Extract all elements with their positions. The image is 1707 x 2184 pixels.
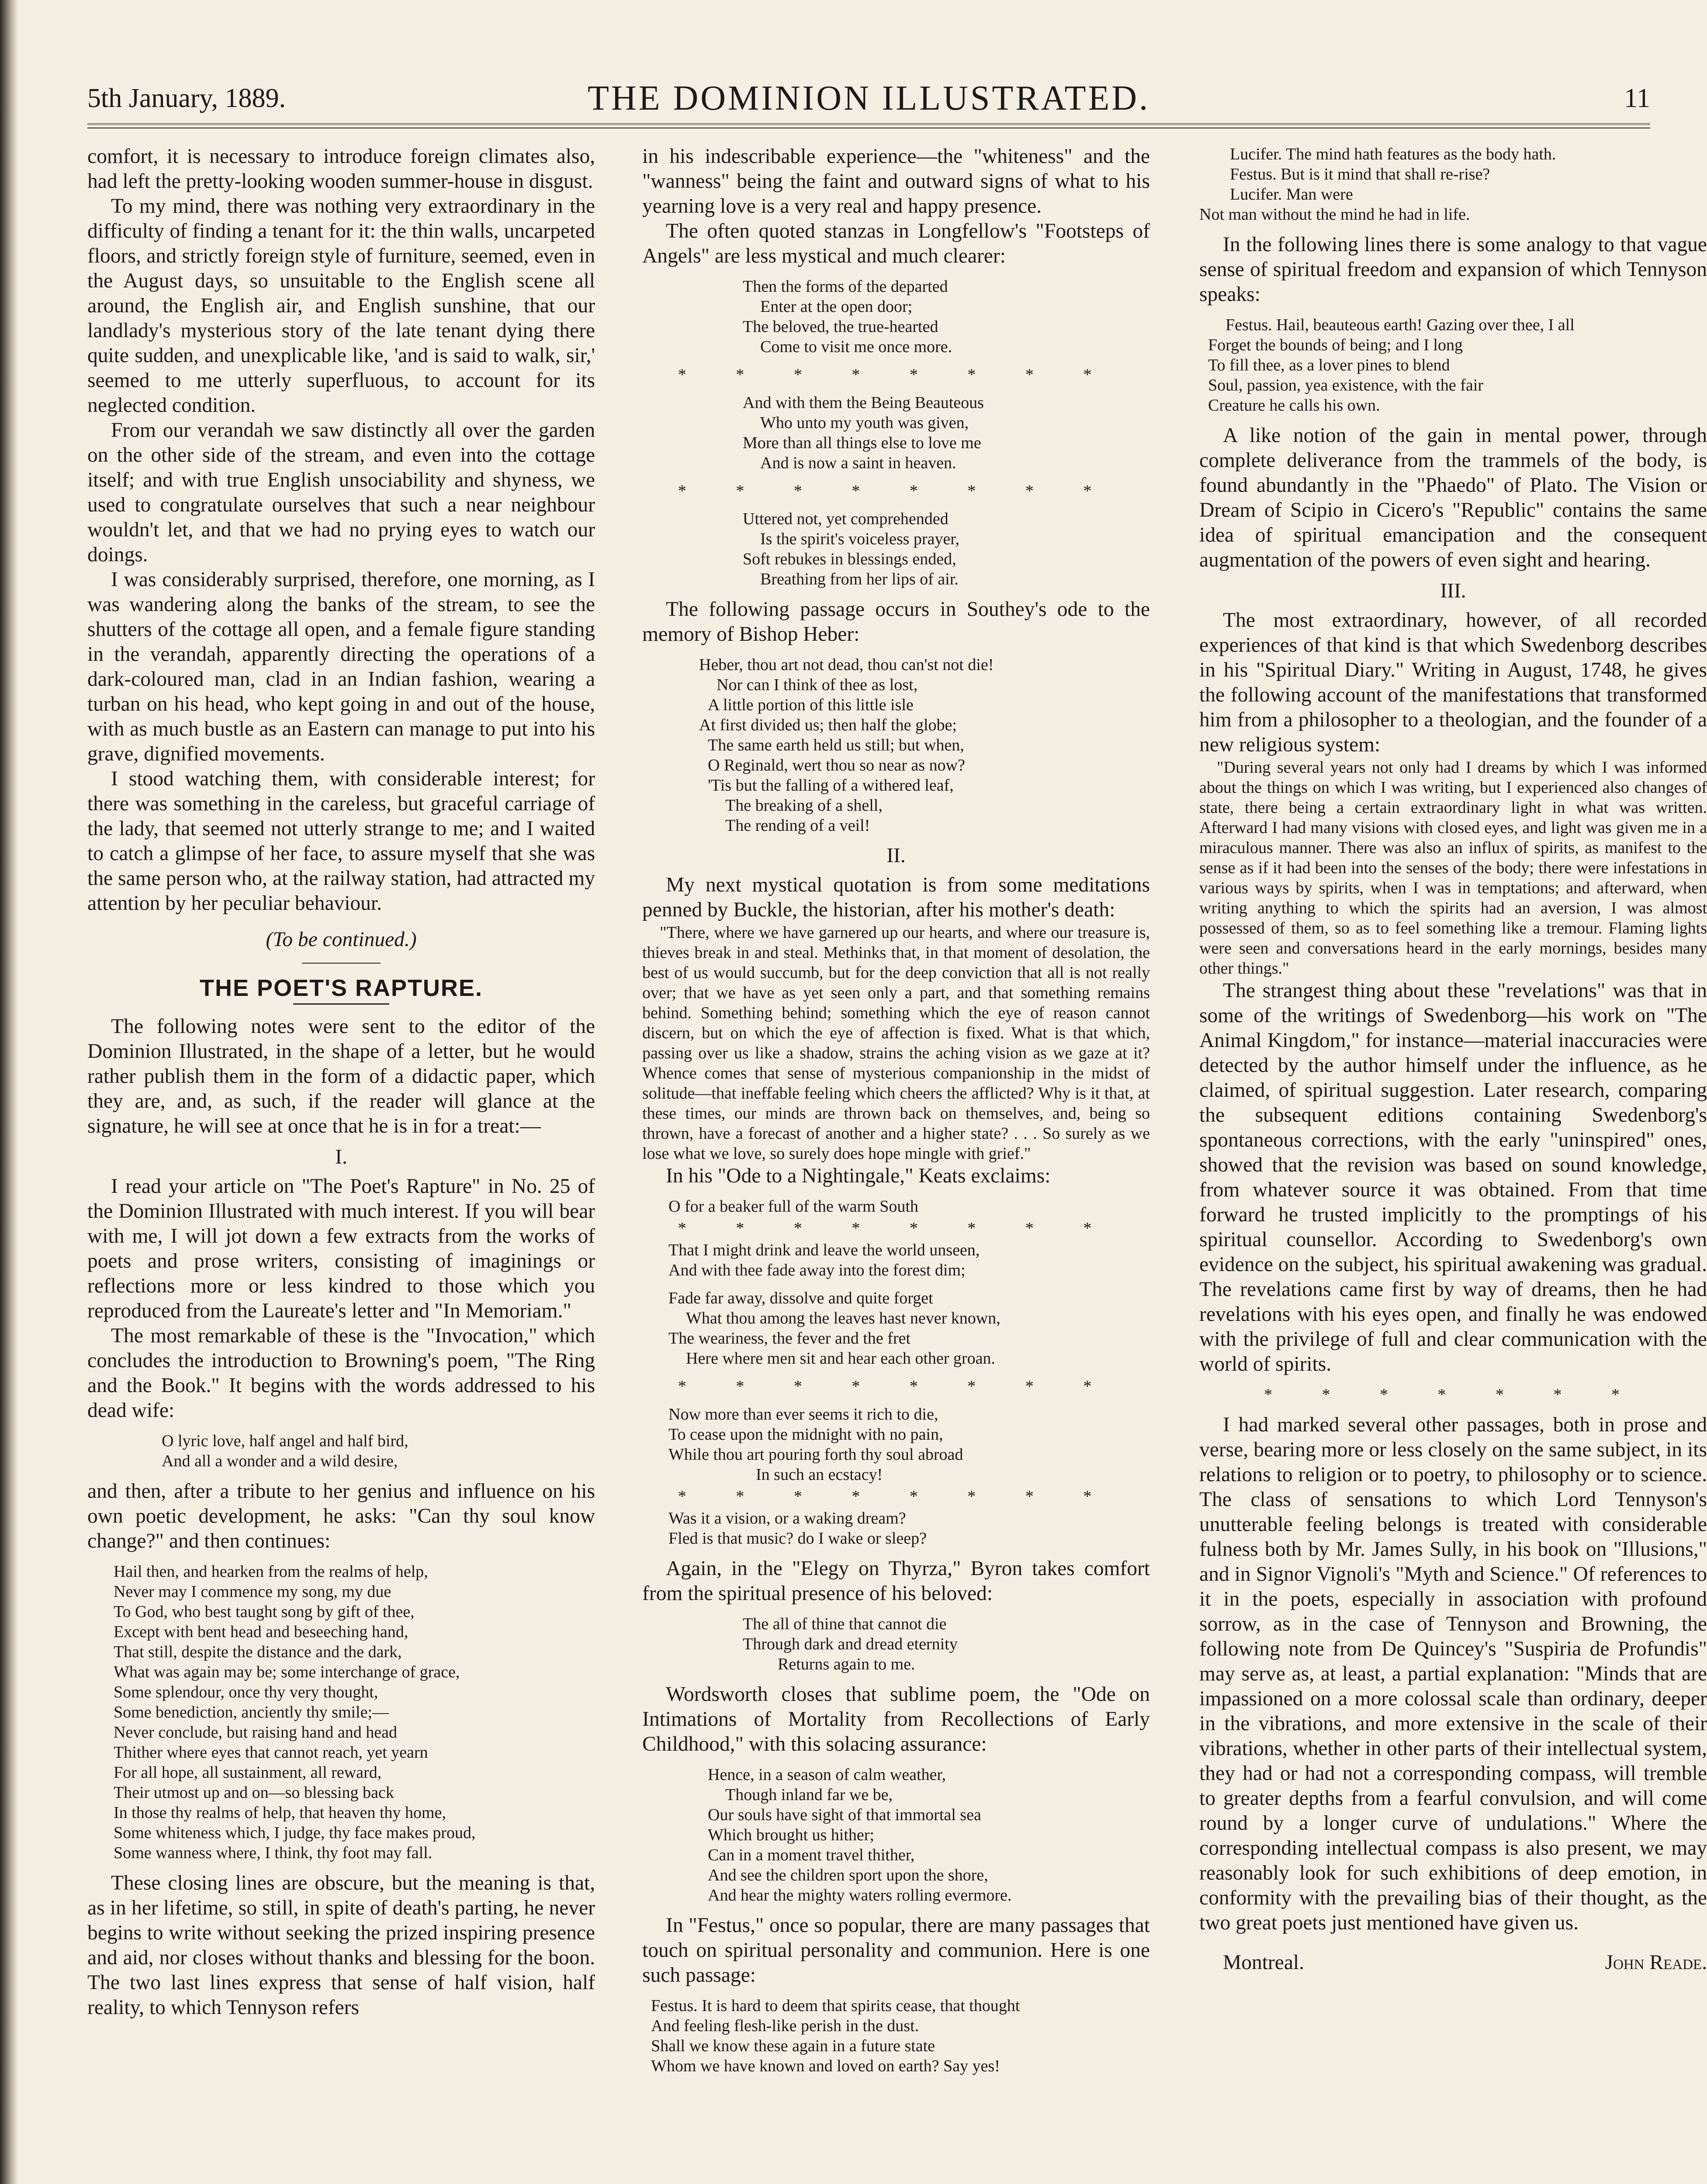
verse-line: That still, despite the distance and the dark, (114, 1643, 402, 1661)
verse-line: Soul, passion, yea existence, with the fair (1208, 376, 1484, 394)
verse-line: Forget the bounds of being; and I long (1208, 336, 1463, 354)
paragraph: I was considerably surprised, therefore, one morning, as I was wandering along the banks of the stream, to see the shutters of the cottage all open, and a female figure standing in the verandah, apparently directing the operations of a dark-coloured man, clad in an Indian fashion, wearing a turban on his head, who kept going in and out of the house, with as much bustle as an Eastern can manage to put into his grave, dignified movements. (87, 568, 595, 765)
paragraph: The most remarkable of these is the "Invocation," which concludes the introduction to Browning's poem, "The Ring and the Book." It begins with the words addressed to his dead wife: (87, 1324, 595, 1422)
signature-line (1199, 1950, 1707, 1975)
verse-line: What was again may be; some interchange of grace, (114, 1663, 460, 1681)
article-heading: THE POET'S RAPTURE. (200, 975, 483, 1001)
paragraph: These closing lines are obscure, but the meaning is that, as in her lifetime, so still, in spite of death's parting, he never begins to write without seeking the prized inspiring presence and aid, nor closes without thanks and blessing for the boon. The two last lines express that sense of half vision, half reality, to which Tennyson refers (87, 1872, 595, 2019)
verse-line: To God, who best taught song by gift of thee, (114, 1603, 415, 1621)
verse-line: The rending of a veil! (725, 816, 870, 835)
verse-line: Who unto my youth was given, (760, 414, 969, 432)
verse-line: And is now a saint in heaven. (760, 454, 956, 472)
verse-line: Some whiteness which, I judge, thy face makes proud, (114, 1824, 476, 1842)
verse-line: 'Tis but the falling of a withered leaf, (708, 776, 954, 795)
verse-line: And with thee fade away into the forest dim; (668, 1261, 966, 1279)
verse-line: To fill thee, as a lover pines to blend (1208, 356, 1450, 374)
verse-line: Lucifer. The mind hath features as the body hath. (1230, 145, 1556, 163)
verse-line: O for a beaker full of the warm South (668, 1197, 918, 1216)
verse-block (642, 1196, 1150, 1216)
publication-title: THE DOMINION ILLUSTRATED. (587, 79, 1150, 117)
verse-block (642, 393, 1150, 473)
paragraph: Again, in the "Elegy on Thyrza," Byron takes comfort from the spiritual presence of his beloved: (642, 1557, 1150, 1605)
verse-line: O lyric love, half angel and half bird, (162, 1432, 409, 1450)
paragraph: In "Festus," once so popular, there are many passages that touch on spiritual personality and communion. Here is one such passage: (642, 1914, 1150, 1987)
section-numeral: II. (886, 844, 906, 867)
page-number: 11 (1624, 83, 1650, 113)
verse-line: Soft rebukes in blessings ended, (743, 550, 956, 568)
paragraph: The following notes were sent to the editor of the Dominion Illustrated, in the shape of a letter, but he would rather publish them in the form of a didactic paper, which they are, and, as such, if the reader will glance at the signature, he will see at once that he is in for a treat:— (87, 1015, 595, 1137)
verse-block (642, 1404, 1150, 1485)
asterism: * * * * * * * * (678, 366, 1115, 384)
dateline-place: Montreal. (1223, 1951, 1304, 1974)
masthead (87, 79, 1650, 118)
verse-line: Festus. But is it mind that shall re-rise? (1230, 165, 1490, 183)
verse-line: A little portion of this little isle (708, 696, 914, 714)
verse-line: At first divided us; then half the globe; (699, 716, 957, 734)
masthead-rule (87, 123, 1650, 128)
paragraph: comfort, it is necessary to introduce foreign climates also, had left the pretty-looking wooden summer-house in disgust. (87, 145, 595, 193)
verse-block (1199, 144, 1707, 225)
section-separator (302, 963, 381, 964)
verse-line: What thou among the leaves hast never known, (686, 1309, 1001, 1327)
verse-line: In those thy realms of help, that heaven thy home, (114, 1804, 446, 1822)
verse-line: Hail then, and hearken from the realms of help, (114, 1562, 428, 1581)
verse-line: While thou art pouring forth thy soul abroad (668, 1445, 963, 1464)
verse-line: Uttered not, yet comprehended (743, 510, 949, 528)
verse-line: And all a wonder and a wild desire, (162, 1452, 398, 1470)
verse-line: Never conclude, but raising hand and head (114, 1723, 397, 1742)
verse-line: Come to visit me once more. (760, 338, 952, 356)
verse-block (1199, 315, 1707, 415)
verse-line: Heber, thou art not dead, thou can'st not die! (699, 656, 994, 674)
column-2 (642, 144, 1150, 2184)
paragraph: The strangest thing about these "revelations" was that in some of the writings of Swedenborg—his work on "The Animal Kingdom," for instance—material inaccuracies were detected by the author himself under the influence, as he claimed, of spiritual suggestion. Later research, comparing the subsequent editions containing Swedenborg's spontaneous corrections, with the early "uninspired" ones, showed that the revision was based on sound knowledge, from whatever source it was obtained. From that time forward he trusted implicitly to the promptings of his spiritual counsellor. According to Swedenborg's own evidence on the subject, his spiritual awakening was gradual. The revelations came first by way of dreams, then he had revelations with his eyes open, and finally he was endowed with the privilege of full and clear communication with the world of spirits. (1199, 979, 1707, 1375)
paragraph: in his indescribable experience—the "whiteness" and the "wanness" being the faint and outward signs of what to his yearning love is a very real and happy presence. (642, 145, 1150, 218)
verse-block (642, 1765, 1150, 1905)
verse-block (642, 509, 1150, 589)
verse-line: Now more than ever seems it rich to die, (668, 1405, 938, 1424)
verse-line: To cease upon the midnight with no pain, (668, 1425, 943, 1444)
verse-line: Is the spirit's voiceless prayer, (760, 530, 959, 548)
verse-line: Nor can I think of thee as lost, (717, 676, 918, 694)
verse-line: Which brought us hither; (708, 1826, 874, 1844)
asterism: * * * * * * * (1264, 1386, 1642, 1404)
verse-line: Not man without the mind he had in life. (1199, 205, 1470, 224)
paragraph: The most extraordinary, however, of all recorded experiences of that kind is that which Swedenborg describes in his "Spiritual Diary." Writing in August, 1748, he gives the following account of the manifestations that transformed him from a philosopher to a theologian, and the founder of a new religious system: (1199, 609, 1707, 756)
paragraph: I stood watching them, with considerable interest; for there was something in the careless, but graceful carriage of the lady, that seemed not utterly strange to me; and I waited to catch a glimpse of her face, to assure myself that she was the same person who, at the railway station, had attracted my attention by her peculiar behaviour. (87, 767, 595, 915)
issue-date: 5th January, 1889. (87, 83, 286, 113)
to-be-continued-note: (To be continued.) (266, 928, 417, 951)
verse-block (87, 1431, 595, 1471)
paragraph: From our verandah we saw distinctly all over the garden on the other side of the stream, and even into the cottage itself; and with true English unsociability and shyness, we used to congratulate ourselves that such a near neighbour wouldn't let, and that we had no prying eyes to watch our doings. (87, 419, 595, 566)
paragraph: The following passage occurs in Southey's ode to the memory of Bishop Heber: (642, 598, 1150, 646)
verse-line: The beloved, the true-hearted (743, 318, 938, 336)
verse-line: Then the forms of the departed (743, 277, 948, 296)
heading-rule (293, 1003, 389, 1005)
paragraph: Wordsworth closes that sublime poem, the "Ode on Intimations of Mortality from Recollections of Early Childhood," with this solacing assurance: (642, 1683, 1150, 1755)
verse-line: Though inland far we be, (725, 1786, 893, 1804)
verse-line: Their utmost up and on—so blessing back (114, 1783, 394, 1802)
verse-line: Creature he calls his own. (1208, 396, 1380, 415)
asterism: * * * * * * * * (678, 1219, 1115, 1237)
verse-block (642, 276, 1150, 357)
verse-line: Breathing from her lips of air. (760, 570, 959, 588)
author-name: John Reade. (1605, 1951, 1707, 1974)
column-3 (1199, 144, 1707, 2184)
verse-block (642, 1240, 1150, 1280)
paragraph: A like notion of the gain in mental power, through complete deliverance from the trammels of the body, is found abundantly in the "Phaedo" of Plato. The Vision or Dream of Scipio in Cicero's "Republic" contains the same idea of spiritual emancipation and the consequent augmentation of the powers of even sight and hearing. (1199, 424, 1707, 571)
asterism: * * * * * * * * (678, 482, 1115, 500)
verse-line: For all hope, all sustainment, all reward, (114, 1763, 382, 1782)
paragraph: My next mystical quotation is from some meditations penned by Buckle, the historian, after his mother's death: (642, 874, 1150, 921)
verse-line: Enter at the open door; (760, 297, 913, 316)
verse-line: Lucifer. Man were (1230, 185, 1353, 204)
verse-block (87, 1562, 595, 1863)
verse-line: Here where men sit and hear each other groan. (686, 1349, 995, 1368)
prose-quotation: "There, where we have garnered up our hearts, and where our treasure is, thieves break in and steal. Methinks that, in that moment of desolation, the best of us would succumb, but for the deep conviction that all is not really over; that we have as yet seen only a part, and that something remains behind. Something behind; something which the eye of reason cannot discern, but on which the eye of affection is fixed. What is that which, passing over us like a shadow, strains the aching vision as we gaze at it? Whence comes that sense of mysterious companionship in the midst of solitude—that ineffable feeling which cheers the afflicted? Why is it that, at these times, our minds are thrown back on themselves, and, being so thrown, have a forecast of another and a higher state? . . . So surely as we lose what we love, so surely does hope mingle with grief." (642, 923, 1150, 1163)
verse-line: Some splendour, once thy very thought, (114, 1683, 378, 1701)
verse-line: Our souls have sight of that immortal sea (708, 1806, 981, 1824)
verse-line: O Reginald, wert thou so near as now? (708, 756, 965, 774)
paragraph: To my mind, there was nothing very extraordinary in the difficulty of finding a tenant for it: the thin walls, uncarpeted floors, and strictly foreign style of furniture, seemed, even in the August days, so unsuitable to the English scene all around, the English air, and English sunshine, that our landlady's mysterious story of the late tenant dying there quite sudden, and unexplicable like, 'and is said to walk, sir,' seemed to me utterly superfluous, to account for its neglected condition. (87, 195, 595, 417)
verse-block (642, 1996, 1150, 2076)
section-numeral: III. (1440, 580, 1466, 602)
page-binding-edge (0, 0, 18, 2184)
verse-line: Never may I commence my song, my due (114, 1583, 391, 1601)
paragraph: In his "Ode to a Nightingale," Keats exclaims: (666, 1165, 1051, 1187)
prose-quotation: "During several years not only had I dreams by which I was informed about the things on which I was writing, but I experienced also changes of state, there being a certain extraordinary light in what was written. Afterward I had many visions with closed eyes, and light was given me in a miraculous manner. There was also an influx of spirits, as manifest to the sense as if it had been into the senses of the body; there were infestations in various ways by spirits, when I was in temptations; and afterward, when writing anything to which the spirits had an aversion, I was almost possessed of them, so as to feel something like a tremour. Flaming lights were seen and conversations heard in the early mornings, besides many other things." (1199, 758, 1707, 978)
verse-block (642, 1508, 1150, 1548)
verse-line: Through dark and dread eternity (743, 1635, 958, 1653)
verse-line: The all of thine that cannot die (743, 1615, 947, 1633)
verse-line: Fade far away, dissolve and quite forget (668, 1289, 933, 1307)
paragraph: I had marked several other passages, both in prose and verse, bearing more or less closely on the same subject, in its relations to religion or to poetry, to philosophy or to science. The class of sensations to which Lord Tennyson's unutterable feeling belongs is treated with considerable fulness both by Mr. James Sully, in his book on "Illusions," and in Signor Vignoli's "Myth and Science." Of references to it in the poets, especially in association with profound sorrow, as in the case of Tennyson and Browning, the following note from De Quincey's "Suspiria de Profundis" may serve as, at least, a partial explanation: "Minds that are impassioned on a more colossal scale than ordinary, deeper in the vibrations, and more extensive in the scale of their vibrations, whether in other parts of their intellectual system, they had or had not a corresponding compass, will tremble to greater depths from a fearful convulsion, and will come round by a longer curve of undulations." Where the corresponding intellectual compass is also present, we may reasonably look for such exhibitions of deep emotion, in conformity with the prevailing bias of their thought, as the two great poets just mentioned have given us. (1199, 1413, 1707, 1934)
verse-line: Festus. Hail, beauteous earth! Gazing over thee, I all (1226, 316, 1575, 334)
verse-line: Returns again to me. (778, 1655, 915, 1673)
verse-line: And hear the mighty waters rolling evermore. (708, 1886, 1012, 1904)
verse-line: Hence, in a season of calm weather, (708, 1766, 946, 1784)
asterism: * * * * * * * * (678, 1487, 1115, 1506)
verse-line: The same earth held us still; but when, (708, 736, 964, 754)
verse-line: Whom we have known and loved on earth? Say yes! (651, 2057, 1000, 2075)
verse-block (642, 655, 1150, 836)
verse-line: Was it a vision, or a waking dream? (668, 1509, 906, 1527)
verse-line: In such an ecstacy! (756, 1465, 883, 1484)
verse-line: Can in a moment travel thither, (708, 1846, 915, 1864)
verse-line: Some benediction, anciently thy smile;— (114, 1703, 389, 1721)
verse-line: Fled is that music? do I wake or sleep? (668, 1529, 927, 1548)
paragraph: I read your article on "The Poet's Rapture" in No. 25 of the Dominion Illustrated with much interest. If you will bear with me, I will jot down a few extracts from the works of poets and prose writers, consisting of imaginings or reflections more or less kindred to those which you reproduced from the Laureate's letter and "In Memoriam." (87, 1175, 595, 1322)
column-1 (87, 144, 595, 2184)
asterism: * * * * * * * * (678, 1377, 1115, 1396)
verse-block (642, 1614, 1150, 1674)
verse-line: And feeling flesh-like perish in the dust. (651, 2017, 919, 2035)
verse-line: Some wanness where, I think, thy foot may fall. (114, 1844, 433, 1862)
verse-block (642, 1288, 1150, 1368)
verse-line: More than all things else to love me (743, 434, 981, 452)
section-numeral: I. (335, 1146, 347, 1168)
verse-line: Thither where eyes that cannot reach, yet yearn (114, 1743, 428, 1762)
verse-line: That I might drink and leave the world unseen, (668, 1241, 980, 1259)
verse-line: Shall we know these again in a future state (651, 2037, 935, 2055)
verse-line: Except with bent head and beseeching hand, (114, 1623, 409, 1641)
verse-line: The weariness, the fever and the fret (668, 1329, 911, 1348)
paragraph: The often quoted stanzas in Longfellow's "Footsteps of Angels" are less mystical and much clearer: (642, 220, 1150, 267)
verse-line: The breaking of a shell, (725, 796, 883, 815)
verse-line: Festus. It is hard to deem that spirits cease, that thought (651, 1997, 1020, 2015)
paragraph: In the following lines there is some analogy to that vague sense of spiritual freedom and expansion of which Tennyson speaks: (1199, 233, 1707, 306)
verse-line: And with them the Being Beauteous (743, 394, 984, 412)
paragraph: and then, after a tribute to her genius and influence on his own poetic development, he asks: "Can thy soul know change?" and then continues: (87, 1480, 595, 1552)
verse-line: And see the children sport upon the shore, (708, 1866, 988, 1884)
